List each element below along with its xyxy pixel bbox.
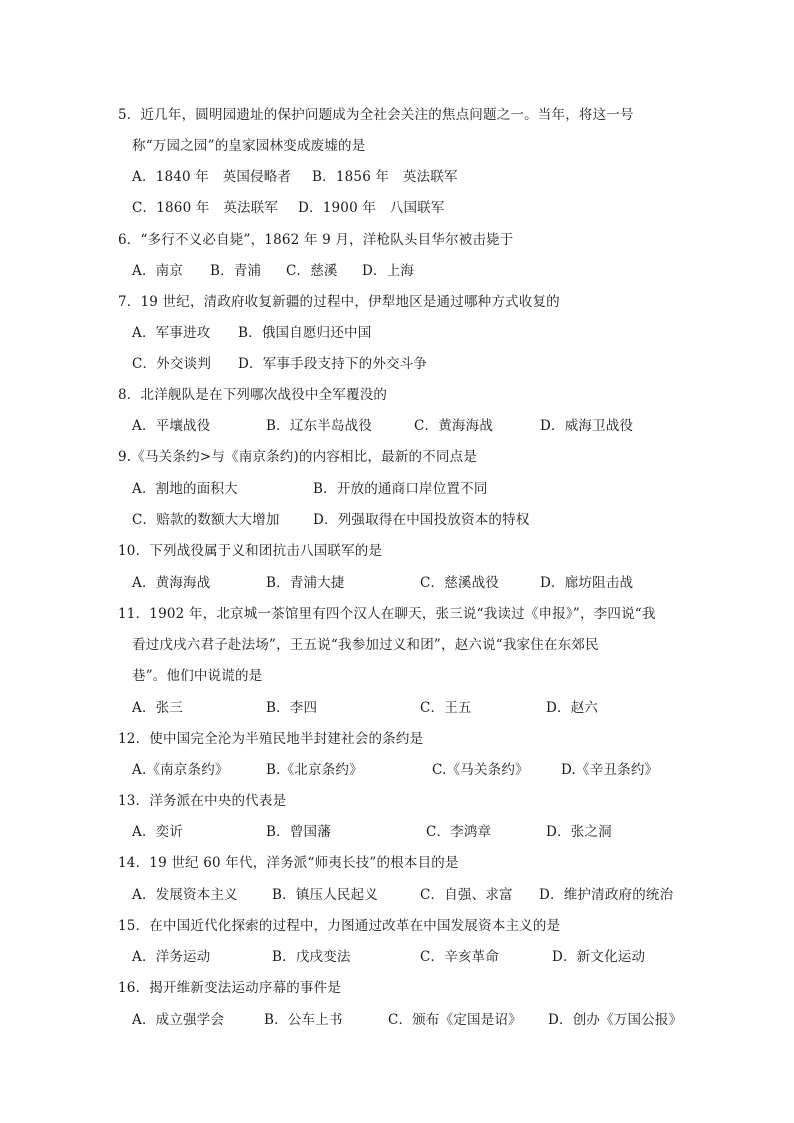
answer-option: B．开放的通商口岸位置不同: [313, 481, 488, 497]
answer-option: C．颁布《定国是诏》: [388, 1012, 522, 1028]
answer-option: B．辽东半岛战役: [266, 418, 373, 434]
question-stem: 10．下列战役属于义和团抗击八国联军的是: [118, 543, 383, 559]
question-stem: 9.《马关条约>与《南京条约)的内容相比，最新的不同点是: [118, 449, 478, 465]
answer-option: D．赵六: [546, 700, 599, 716]
answer-option: D．列强取得在中国投放资本的特权: [313, 512, 530, 528]
answer-option: A．军事进攻: [132, 325, 211, 341]
answer-option: C．外交谈判: [132, 356, 212, 372]
answer-option: C.《马关条约》: [432, 762, 529, 778]
question-stem: 14．19 世纪 60 年代，洋务派“师夷长技”的根本目的是: [118, 855, 459, 871]
answer-option: C．赔款的数额大大增加: [132, 512, 280, 528]
question-stem-continued: 看过戊戌六君子赴法场”，王五说“我参加过义和团”，赵六说“我家住在东郊民: [132, 637, 599, 653]
question-stem: 6．“多行不义必自毙”，1862 年 9 月，洋枪队头目华尔被击毙于: [118, 232, 514, 248]
answer-option: C．自强、求富: [420, 887, 513, 903]
question-stem: 11．1902 年，北京城一茶馆里有四个汉人在聊天，张三说“我读过《申报》”，李四说“我: [118, 606, 656, 622]
answer-option: A．奕䜣: [132, 824, 184, 840]
answer-option: B.《北京条约》: [266, 762, 363, 778]
answer-option: C．辛亥革命: [420, 949, 500, 965]
answer-option: D．张之洞: [546, 824, 612, 840]
answer-option: B．戊戌变法: [272, 949, 351, 965]
answer-option: B．青浦: [210, 263, 262, 279]
answer-option: D．1900 年 八国联军: [298, 200, 445, 216]
answer-option: C．黄海海战: [414, 418, 494, 434]
answer-option: A．平壤战役: [132, 418, 211, 434]
answer-option: A．割地的面积大: [132, 481, 238, 497]
answer-option: C．李鸿章: [426, 824, 492, 840]
answer-option: D.《辛丑条约》: [561, 762, 659, 778]
answer-option: D．廊坊阻击战: [540, 575, 634, 591]
question-stem: 12．使中国完全沦为半殖民地半封建社会的条约是: [118, 731, 424, 747]
answer-option: D．维护清政府的统治: [539, 887, 674, 903]
answer-option: A．张三: [132, 700, 184, 716]
question-stem: 8．北洋舰队是在下列哪次战役中全军覆没的: [118, 387, 388, 403]
answer-option: C．慈溪: [286, 263, 338, 279]
question-stem: 15．在中国近代化探索的过程中，力图通过改革在中国发展资本主义的是: [118, 918, 561, 934]
question-stem-continued: 称“万园之园”的皇家园林变成废墟的是: [132, 138, 366, 154]
answer-option: B．俄国自愿归还中国: [238, 325, 372, 341]
answer-option: B．李四: [266, 700, 318, 716]
answer-option: A．1840 年 英国侵略者: [132, 169, 292, 185]
answer-option: B．1856 年 英法联军: [312, 169, 458, 185]
question-stem: 7．19 世纪，清政府收复新疆的过程中，伊犁地区是通过哪种方式收复的: [118, 294, 560, 310]
question-stem: 13．洋务派在中央的代表是: [118, 793, 287, 809]
answer-option: B．镇压人民起义: [272, 887, 379, 903]
answer-option: A．洋务运动: [132, 949, 211, 965]
answer-option: B．公车上书: [264, 1012, 343, 1028]
answer-option: D．军事手段支持下的外交斗争: [238, 356, 428, 372]
answer-option: C．1860 年 英法联军: [132, 200, 279, 216]
question-stem: 5．近几年，圆明园遗址的保护问题成为全社会关注的焦点问题之一。当年，将这一号: [118, 107, 634, 123]
question-stem-continued: 巷”。他们中说谎的是: [132, 668, 263, 684]
answer-option: C．慈溪战役: [420, 575, 500, 591]
answer-option: A．黄海海战: [132, 575, 211, 591]
answer-option: B．曾国藩: [266, 824, 331, 840]
answer-option: D．威海卫战役: [540, 418, 634, 434]
answer-option: B．青浦大捷: [266, 575, 345, 591]
answer-option: C．王五: [420, 700, 472, 716]
question-stem: 16．揭开维新变法运动序幕的事件是: [118, 980, 342, 996]
answer-option: A．成立强学会: [132, 1012, 225, 1028]
answer-option: A．南京: [132, 263, 184, 279]
answer-option: D．创办《万国公报》: [548, 1012, 683, 1028]
answer-option: A.《南京条约》: [132, 762, 229, 778]
answer-option: A．发展资本主义: [132, 887, 238, 903]
answer-option: D．新文化运动: [552, 949, 646, 965]
answer-option: D．上海: [362, 263, 415, 279]
